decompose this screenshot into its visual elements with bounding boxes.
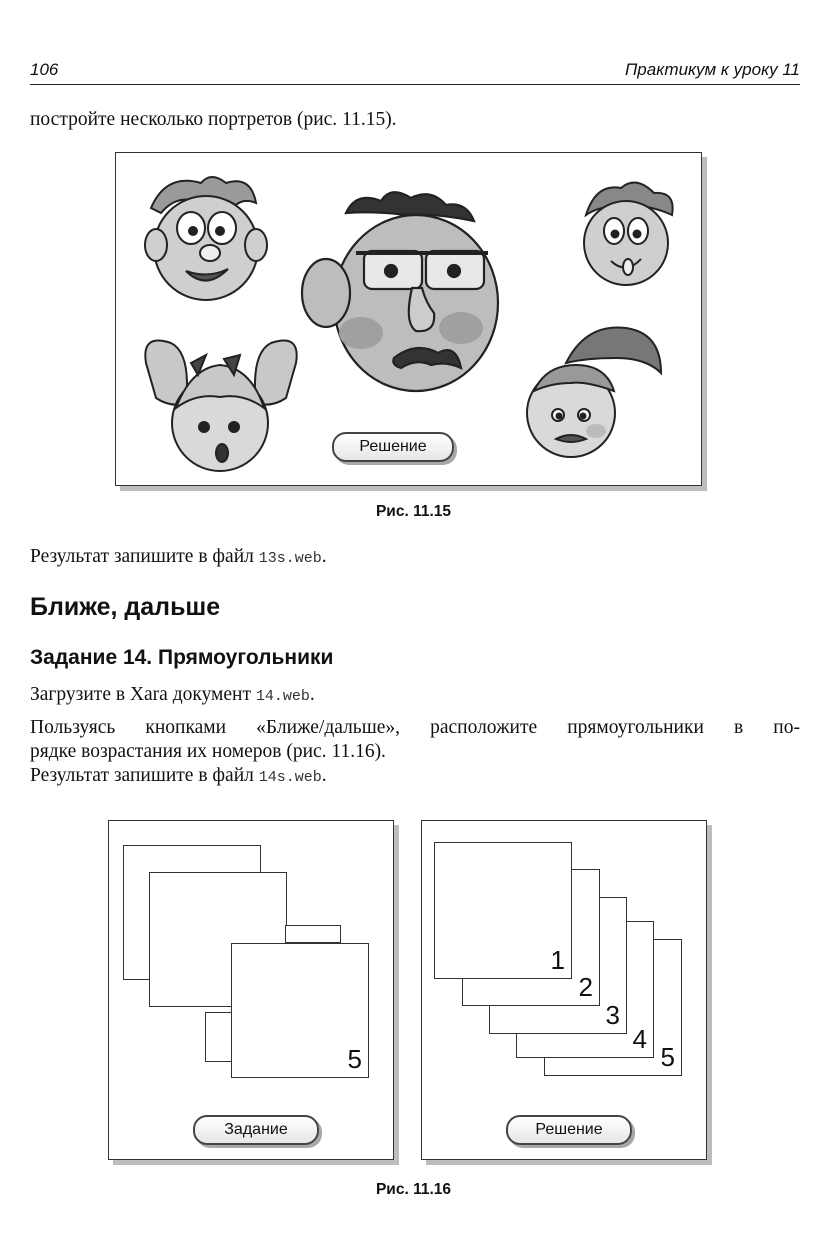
task-panel bbox=[108, 820, 394, 1160]
rectangle-1 bbox=[434, 842, 572, 979]
page-number: 106 bbox=[30, 60, 59, 79]
load-suffix: . bbox=[309, 684, 315, 705]
running-title: Практикум к уроку 11 bbox=[624, 60, 800, 79]
result-suffix: . bbox=[321, 765, 327, 786]
result-line-14 bbox=[30, 764, 800, 790]
rectangle-shape bbox=[231, 943, 369, 1078]
result-line-13 bbox=[30, 545, 800, 571]
rectangle-number: 5 bbox=[660, 1042, 675, 1072]
rectangle-number: 4 bbox=[632, 1024, 647, 1054]
girl-face-illustration bbox=[145, 341, 296, 472]
figure-11-15-frame bbox=[115, 152, 702, 486]
solution-panel bbox=[421, 820, 707, 1160]
figure-caption: Рис. 11.16 bbox=[375, 1181, 452, 1198]
boy-face-illustration bbox=[145, 177, 267, 300]
task-button[interactable]: Задание bbox=[193, 1115, 319, 1145]
rectangle-number: 5 bbox=[347, 1044, 362, 1074]
rectangle-number: 1 bbox=[550, 945, 565, 975]
load-prefix: Загрузите в Xara документ bbox=[30, 684, 256, 705]
result-prefix: Результат запишите в файл bbox=[30, 765, 259, 786]
filename: 13s.web bbox=[258, 550, 322, 567]
filename: 14.web bbox=[255, 688, 310, 705]
solution-button[interactable]: Решение bbox=[506, 1115, 632, 1145]
task-heading: Задание 14. Прямоугольники bbox=[30, 646, 334, 669]
result-prefix: Результат запишите в файл bbox=[30, 546, 259, 567]
rectangle-number: 3 bbox=[605, 1000, 620, 1030]
intro-paragraph: постройте несколько портретов (рис. 11.15). bbox=[30, 109, 397, 130]
instruction-line-2: рядке возрастания их номеров (рис. 11.16). bbox=[30, 741, 386, 762]
woman-face-illustration bbox=[527, 327, 661, 457]
figure-caption: Рис. 11.15 bbox=[375, 503, 452, 520]
rectangle-number: 2 bbox=[578, 972, 593, 1002]
section-heading: Ближе, дальше bbox=[30, 593, 221, 621]
small-boy-face-illustration bbox=[584, 183, 673, 285]
page-header bbox=[30, 58, 800, 85]
result-suffix: . bbox=[321, 546, 327, 567]
rectangle-shape bbox=[285, 925, 341, 943]
filename: 14s.web bbox=[258, 769, 322, 786]
man-face-illustration bbox=[302, 192, 498, 391]
load-line bbox=[30, 683, 800, 709]
instruction-line-1: Пользуясь кнопками «Ближе/дальше», расположите прямоугольники в по- bbox=[30, 717, 800, 738]
solution-button[interactable]: Решение bbox=[332, 432, 454, 462]
